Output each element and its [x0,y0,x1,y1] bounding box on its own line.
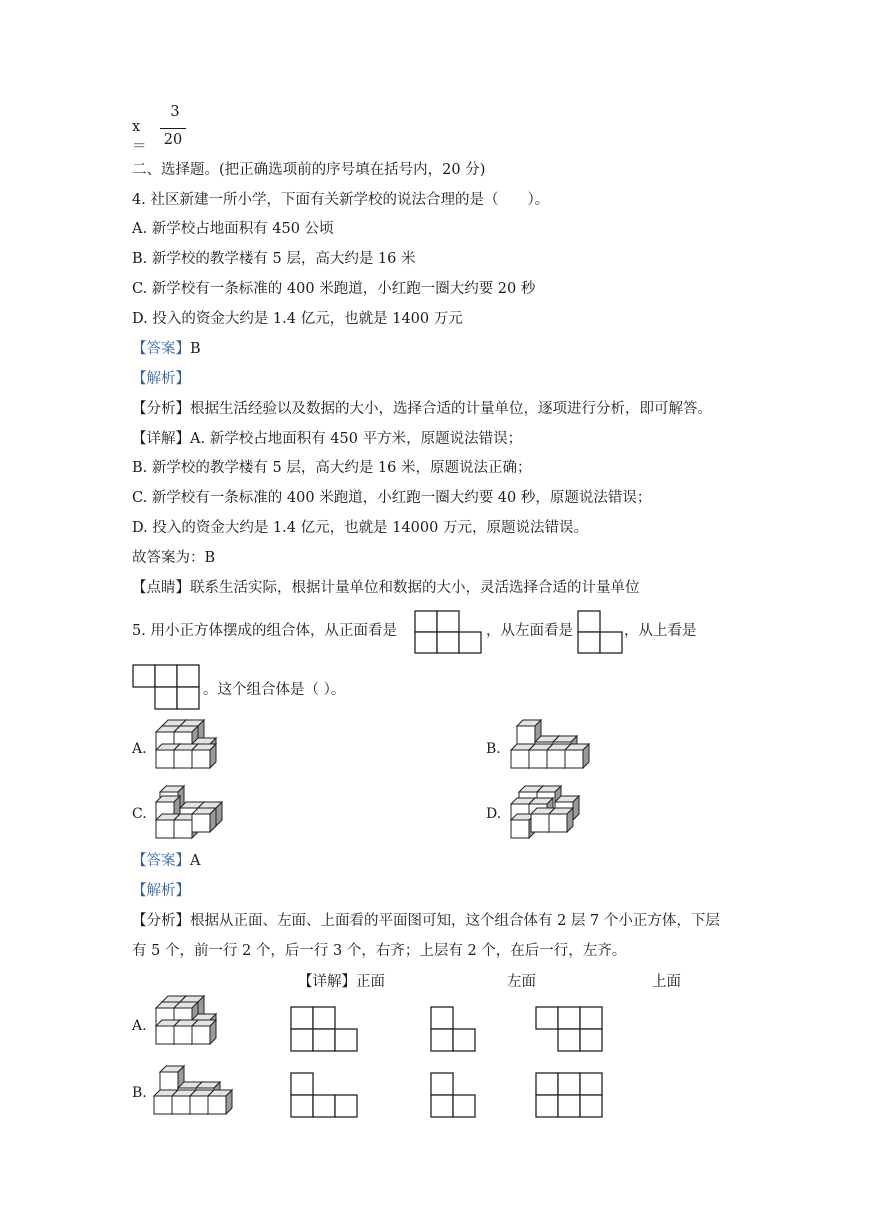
q5-option-b-label: B. [486,741,501,757]
q4-xiangjie-line-4: D. 投入的资金大约是 1.4 亿元，也就是 14000 万元，原题说法错误。 [132,520,588,536]
q5-detail-row-b-top [535,1072,605,1120]
q5-option-a-figure [152,720,224,778]
q5-top-view-figure [132,664,204,712]
q5-stem-part2: ，从左面看是 [486,623,573,639]
q4-option-a: A. 新学校占地面积有 450 公顷 [132,221,334,237]
q5-answer-value: A [190,853,201,869]
q5-stem-part3: ，从上看是 [624,623,697,639]
q5-fenxi-tag: 【分析】 [132,913,190,929]
q5-detail-row-b-solid [152,1066,232,1124]
q5-fenxi-text-1: 根据从正面、左面、上面看的平面图可知，这个组合体有 2 层 7 个小正方体，下层 [190,913,720,929]
q4-fenxi-text: 根据生活经验以及数据的大小，选择合适的计量单位，逐项进行分析，即可解答。 [190,401,712,417]
q5-fenxi-line-2: 有 5 个，前一行 2 个，后一行 3 个，右齐；上层有 2 个，在后一行，左齐。 [132,943,627,959]
q5-detail-row-a-front [290,1006,360,1054]
q4-analysis-tag: 【解析】 [132,371,190,387]
q4-xiangjie-text-1: A. 新学校占地面积有 450 平方米，原题说法错误； [190,431,523,447]
q5-left-label: 左面 [507,974,536,990]
q5-left-view-figure [577,610,623,654]
q5-analysis-tag: 【解析】 [132,883,190,899]
q5-detail-row-b-label: B. [132,1085,147,1101]
q4-option-b: B. 新学校的教学楼有 5 层，高大约是 16 米 [132,251,416,267]
q4-xiangjie-line-3: C. 新学校有一条标准的 400 米跑道，小红跑一圈大约要 40 秒，原题说法错误； [132,490,652,506]
q5-front-label: 正面 [356,974,385,990]
q5-option-b-figure [509,720,589,778]
q4-stem: 4. 社区新建一所小学，下面有关新学校的说法合理的是（ ）。 [132,192,550,208]
q4-dianjing-text: 联系生活实际，根据计量单位和数据的大小，灵活选择合适的计量单位 [190,580,640,596]
q4-answer [132,339,201,359]
q4-conclusion: 故答案为：B [132,550,216,566]
q4-fenxi [132,399,712,419]
section-title: 二、选择题。(把正确选项前的序号填在括号内，20 分) [132,162,486,178]
q5-stem-part1: 5. 用小正方体摆成的组合体，从正面看是 [132,623,397,639]
q5-option-d-figure [509,786,589,844]
q5-detail-row-b-left [430,1072,478,1120]
q4-answer-tag: 【答案】 [132,341,190,357]
q5-detail-row-a-left [430,1006,478,1054]
q5-answer-tag: 【答案】 [132,853,190,869]
fraction-numerator: 3 [170,104,180,120]
q5-fenxi-line-1 [132,911,720,931]
q5-xiangjie-tag: 【详解】 [298,974,356,990]
fraction-denominator: 20 [163,132,183,148]
q4-option-d: D. 投入的资金大约是 1.4 亿元，也就是 1400 万元 [132,311,463,327]
q4-fenxi-tag: 【分析】 [132,401,190,417]
q5-stem-part4: 。这个组合体是（ ）。 [203,682,346,698]
q5-answer [132,851,200,871]
q4-dianjing [132,578,640,598]
q5-option-d-label: D. [486,806,502,822]
q5-detail-row-a-label: A. [132,1018,147,1034]
q5-top-label: 上面 [652,974,681,990]
q4-xiangjie-line-2: B. 新学校的教学楼有 5 层，高大约是 16 米，原题说法正确； [132,460,532,476]
q5-option-c-figure [154,786,234,844]
q4-option-c: C. 新学校有一条标准的 400 米跑道，小红跑一圈大约要 20 秒 [132,281,536,297]
fraction-variable: x＝ [132,119,147,155]
q5-option-c-label: C. [132,806,147,822]
q4-xiangjie-line-1 [132,429,522,449]
q5-detail-row-a-top [535,1006,605,1054]
q4-answer-value: B [190,341,201,357]
q5-detail-row-b-front [290,1072,360,1120]
q4-xiangjie-tag: 【详解】 [132,431,190,447]
fraction-bar [160,128,186,129]
q5-detail-row-a-solid [152,996,224,1054]
q5-option-a-label: A. [132,741,147,757]
q5-detail-header-front [298,970,385,991]
q4-dianjing-tag: 【点睛】 [132,580,190,596]
q5-front-view-figure [414,610,486,654]
